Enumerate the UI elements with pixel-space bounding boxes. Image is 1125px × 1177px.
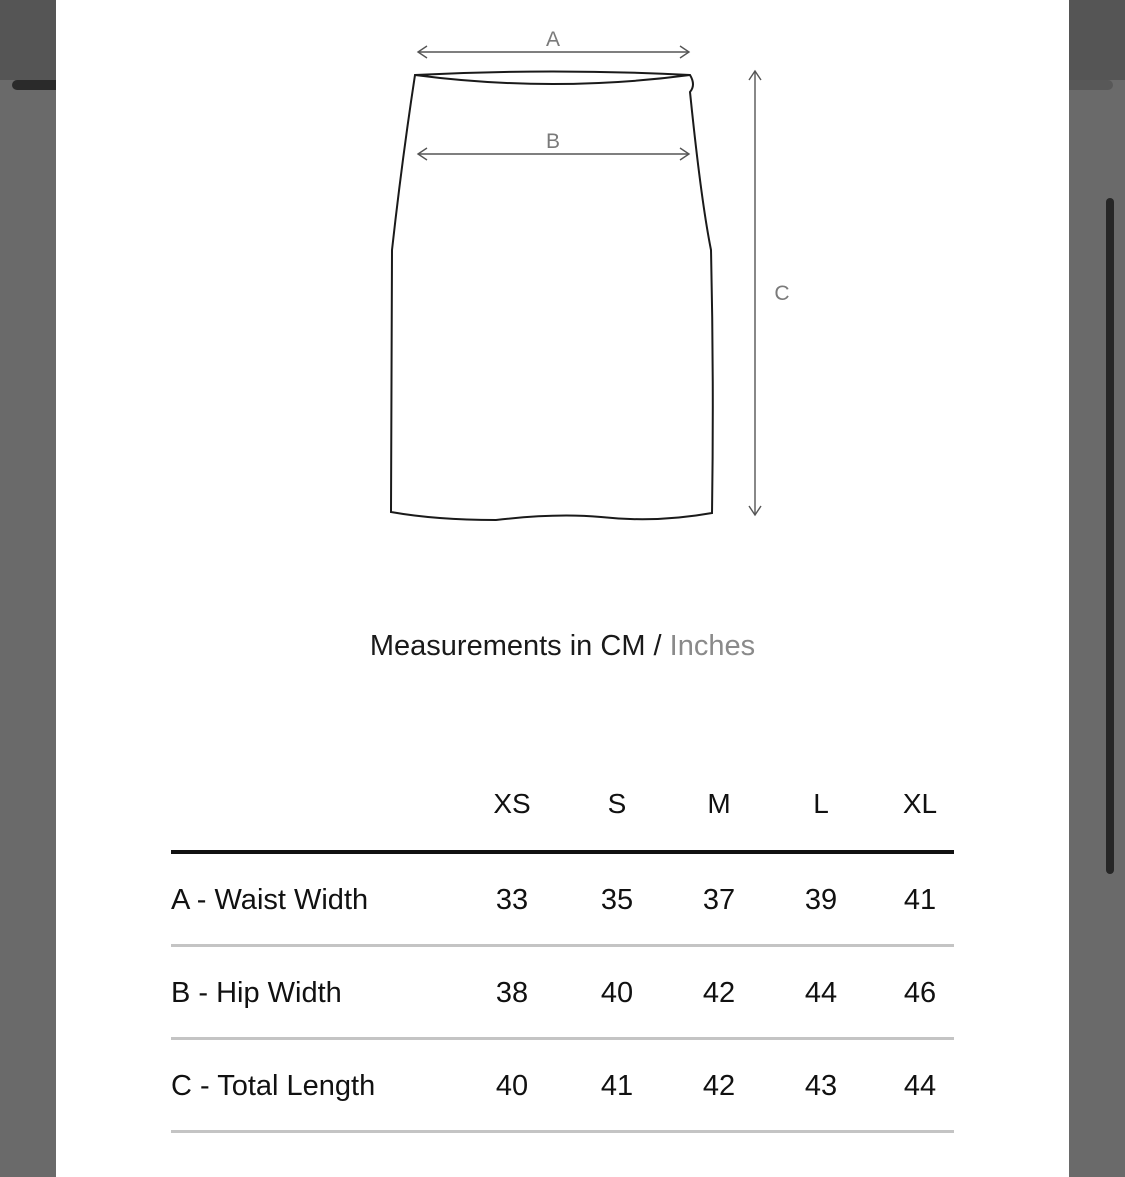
size-header-row — [171, 770, 954, 854]
table-cell: 41 — [600, 1070, 634, 1102]
row-label: A - Waist Width — [171, 884, 369, 916]
size-guide-panel — [56, 0, 1069, 1177]
unit-separator: / — [653, 630, 662, 662]
row-label: B - Hip Width — [171, 977, 342, 1009]
table-cell: 39 — [804, 884, 838, 916]
unit-cm[interactable]: CM — [600, 630, 646, 662]
table-row-length — [171, 1040, 954, 1133]
table-cell: 38 — [495, 977, 529, 1009]
label-c: C — [774, 282, 790, 305]
backdrop-left — [0, 0, 56, 1177]
measurements-heading — [56, 630, 1069, 663]
waistband-line — [415, 75, 690, 84]
backdrop-bar — [1069, 80, 1113, 90]
table-cell: 33 — [495, 884, 529, 916]
size-xs: XS — [493, 788, 531, 819]
table-cell: 35 — [600, 884, 634, 916]
size-l: L — [813, 788, 829, 819]
unit-inches-toggle[interactable]: Inches — [669, 630, 756, 662]
backdrop-bar — [12, 80, 56, 90]
table-cell: 40 — [495, 1070, 529, 1102]
vertical-scrollbar[interactable] — [1106, 198, 1114, 874]
measurements-prefix: Measurements in — [369, 630, 593, 662]
table-cell: 46 — [903, 977, 937, 1009]
label-b: B — [545, 130, 561, 153]
table-cell: 44 — [903, 1070, 937, 1102]
size-xl: XL — [902, 788, 938, 819]
backdrop-band — [1069, 0, 1125, 80]
backdrop-right — [1069, 0, 1125, 1177]
table-cell: 41 — [903, 884, 937, 916]
table-cell: 37 — [702, 884, 736, 916]
table-cell: 44 — [804, 977, 838, 1009]
size-table — [171, 770, 954, 1133]
row-label: C - Total Length — [171, 1070, 376, 1102]
table-cell: 42 — [702, 977, 736, 1009]
table-row-hip — [171, 947, 954, 1040]
label-a: A — [545, 28, 561, 51]
table-cell: 42 — [702, 1070, 736, 1102]
table-cell: 40 — [600, 977, 634, 1009]
skirt-diagram — [56, 0, 1069, 560]
table-cell: 43 — [804, 1070, 838, 1102]
backdrop-band — [0, 0, 56, 80]
size-m: M — [707, 788, 731, 819]
size-s: S — [607, 788, 627, 819]
table-row-waist — [171, 854, 954, 947]
